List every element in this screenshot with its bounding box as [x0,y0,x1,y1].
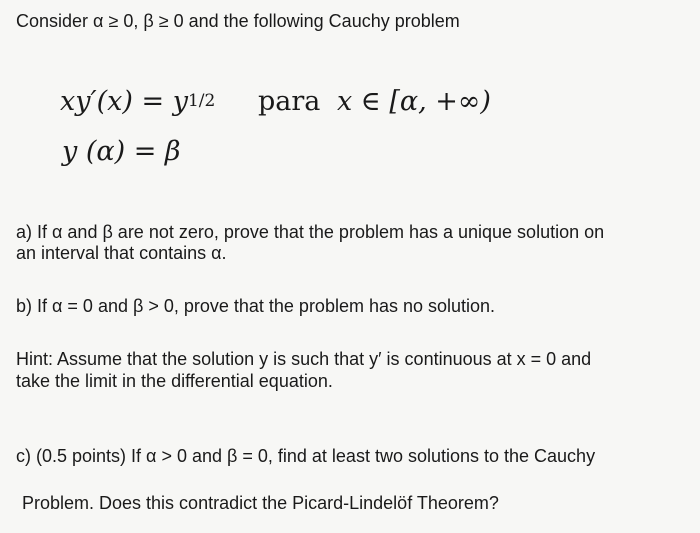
ode-equation [60,86,215,121]
part-c-line1: c) (0.5 points) If α > 0 and β = 0, find at least two solutions to the Cauchy [16,446,596,466]
part-a-line2: an interval that contains α. [16,243,227,263]
part-a-line1: a) If α and β are not zero, prove that the problem has a unique solution on [16,222,605,242]
hint-line1: Hint: Assume that the solution y is such that y′ is continuous at x = 0 and [16,349,592,369]
intro-text: Consider α ≥ 0, β ≥ 0 and the following Cauchy problem [16,11,460,31]
ode-domain-group [258,86,491,118]
part-b-text: b) If α = 0 and β > 0, prove that the problem has no solution. [16,296,496,316]
initial-condition-text: y (α) = β [62,136,181,167]
ode-domain: x ∈ [α, +∞) [336,86,491,117]
ode-exponent: 1/2 [187,91,216,111]
part-c-line2: Problem. Does this contradict the Picard-Lindelöf Theorem? [22,493,499,513]
ode-lhs: xy′(x) = y [60,86,188,117]
hint-line2: take the limit in the differential equation. [16,371,333,391]
initial-condition [62,136,181,168]
ode-domain-word: para [258,86,321,117]
